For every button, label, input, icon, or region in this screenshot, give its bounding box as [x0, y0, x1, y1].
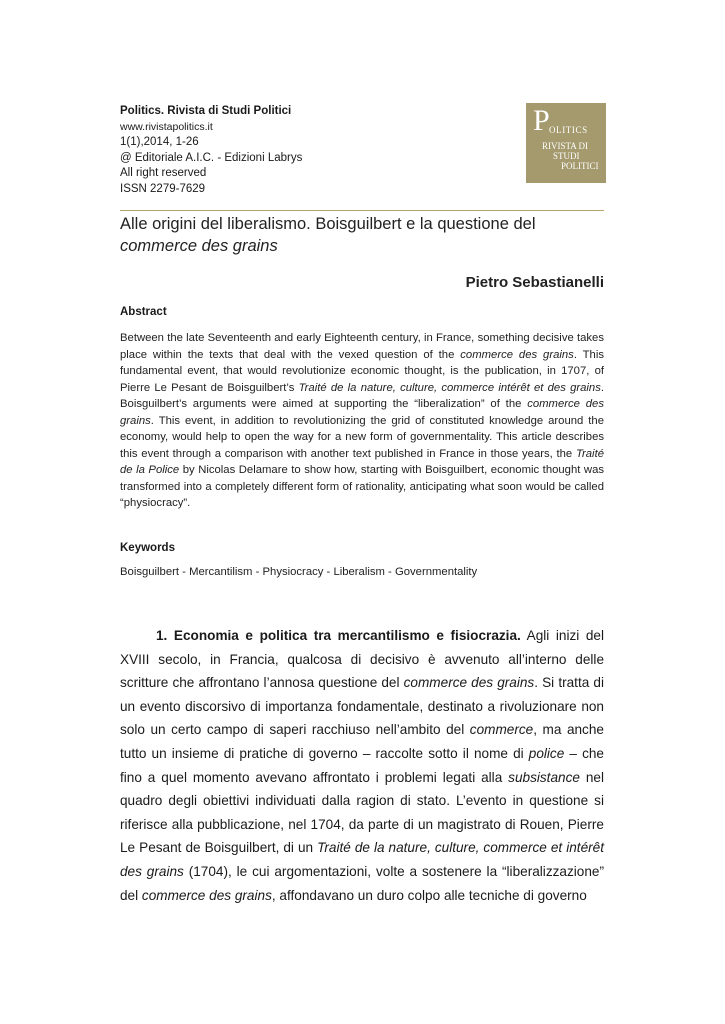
logo-initial: P [533, 104, 550, 137]
issn: ISSN 2279-7629 [120, 182, 206, 195]
keywords-list: Boisguilbert - Mercantilism - Physiocracy - Liberalism - Governmentality [120, 566, 478, 578]
logo-line-3: POLITICI [561, 161, 599, 171]
rights-notice: All right reserved [120, 167, 207, 180]
article-title: Alle origini del liberalismo. Boisguilbert e la questione del commerce des grains [120, 215, 536, 255]
logo-line-1: RIVISTA DI [542, 141, 589, 151]
issue-info: 1(1),2014, 1-26 [120, 136, 199, 149]
logo-line-2: STUDI [553, 151, 580, 161]
section-1-heading: 1. Economia e politica tra mercantilismo e fisiocrazia. [156, 628, 521, 643]
logo-word: OLITICS [549, 125, 588, 135]
header-divider [120, 210, 604, 211]
journal-logo [526, 103, 606, 183]
journal-url[interactable]: www.rivistapolitics.it [120, 120, 213, 133]
keywords-heading: Keywords [120, 542, 175, 554]
abstract-heading: Abstract [120, 306, 167, 318]
abstract-text: Between the late Seventeenth and early Eighteenth century, in France, something decisive takes place within the texts that deal with the vexed question of the commerce des grains. This fundamental event, that would revolutionize economic thought, is the publication, in 1707, of Pierre Le Pesant de Boisguilbert’s Traité de la nature, culture, commerce intérêt et des grains. Boisguilbert’s arguments were aimed at supporting the “liberalization” of the commerce des grains. This event, in addition to revolutionizing the grid of constituted knowledge around the economy, would help to open the way for a new form of governmentality. This article describes this event through a comparison with another text published in France in those years, the Traité de la Police by Nicolas Delamare to show how, starting with Boisguilbert, economic thought was transformed into a completely different form of rationality, anticipating what soon would be called “physiocracy”. [120, 332, 605, 509]
journal-header [120, 104, 420, 198]
section-1-paragraph: 1. Economia e politica tra mercantilismo e fisiocrazia. Agli inizi del XVIII secolo, in Francia, qualcosa di decisivo è avvenuto all’interno delle scritture che affrontano l’annosa questione del commerce des grains. Si tratta di un evento discorsivo di importanza fondamentale, destinato a rivoluzionare non solo un certo campo di saperi racchiuso nell’ambito del commerce, ma anche tutto un insieme di pratiche di governo – raccolte sotto il nome di police – che fino a quel momento avevano affrontato i problemi legati alla subsistance nel quadro degli obiettivi individuati dalla ragion di stato. L’evento in questione si riferisce alla pubblicazione, nel 1704, da parte di un magistrato di Rouen, Pierre Le Pesant de Boisguilbert, di un Traité de la nature, culture, commerce et intérêt des grains (1704), le cui argomentazioni, volte a sostenere la “liberalizzazione” del commerce des grains, affondavano un duro colpo alle tecniche di governo [120, 628, 605, 903]
publisher: @ Editoriale A.I.C. - Edizioni Labrys [120, 151, 303, 164]
article-author: Pietro Sebastianelli [465, 274, 604, 291]
journal-title: Politics. Rivista di Studi Politici [120, 105, 292, 117]
